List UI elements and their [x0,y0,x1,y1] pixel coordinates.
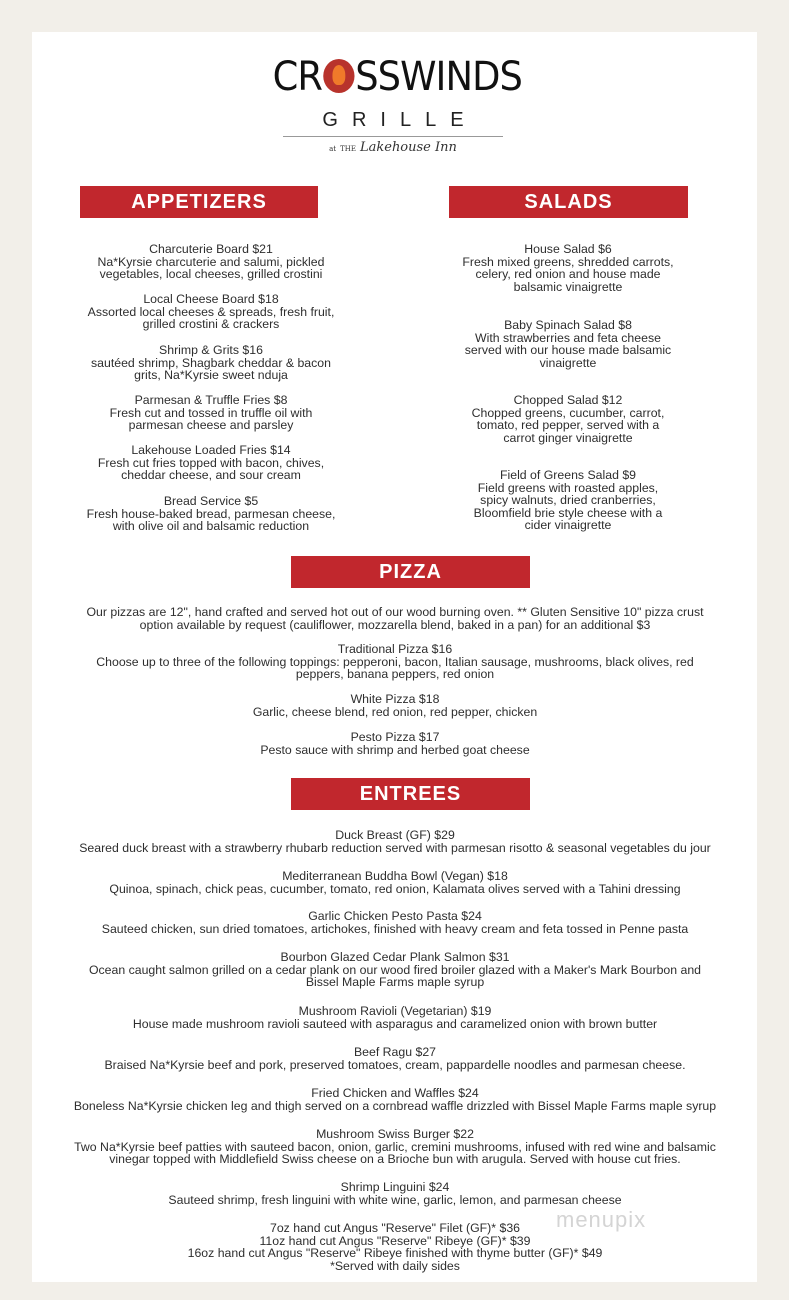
item-name: 7oz hand cut Angus "Reserve" Filet (GF)* $36 [269,1221,520,1235]
salads-header: SALADS [449,186,688,218]
logo-grille: GRILLE [322,109,478,131]
entrees-header: ENTREES [291,778,530,810]
pizza-header: PIZZA [291,556,530,588]
item-description: Pesto sauce with shrimp and herbed goat cheese [260,742,530,757]
logo-divider [283,136,503,137]
item-description: Quinoa, spinach, chick peas, cucumber, tomato, red onion, Kalamata olives served with a Tahini dressing [109,881,681,896]
item-name: Bourbon Glazed Cedar Plank Salmon $31 [280,950,510,964]
item-description: Assorted local cheeses & spreads, fresh fruit, [87,304,335,319]
item-description: Na*Kyrsie charcuterie and salumi, pickled [97,254,325,269]
item-description: 16oz hand cut Angus "Reserve" Ribeye finished with thyme butter (GF)* $49 [187,1246,603,1261]
entrees-menu-item [40,1046,750,1071]
item-description: With strawberries and feta cheese [475,330,661,345]
entrees-menu-item [40,910,750,935]
item-description: Fresh cut and tossed in truffle oil with [109,405,313,420]
item-description: Fresh house-baked bread, parmesan cheese, [86,506,336,521]
appetizers-menu-item [60,243,362,281]
item-name: Mushroom Ravioli (Vegetarian) $19 [298,1004,492,1018]
appetizers-menu-item [60,444,362,482]
item-name: Mediterranean Buddha Bowl (Vegan) $18 [282,869,508,883]
item-description: tomato, red pepper, served with a [476,418,660,433]
salads-menu-item [430,243,706,293]
item-description: Bloomfield brie style cheese with a [473,505,663,520]
item-description: Braised Na*Kyrsie beef and pork, preserved tomatoes, cream, pappardelle noodles and parmesan cheese. [104,1057,686,1072]
item-name: Bread Service $5 [163,494,259,508]
flame-icon [323,59,354,93]
item-description: vegetables, local cheeses, grilled crostini [99,267,323,282]
logo-crosswinds: CR SSWINDS [272,54,522,100]
item-description: Ocean caught salmon grilled on a cedar plank on our wood fired broiler glazed with a Maker's Mark Bourbon and [88,962,702,977]
intro-line: option available by request (cauliflower, mozzarella blend, baked in a pan) for an additional $3 [139,617,651,632]
logo-inn: Lakehouse Inn [359,140,457,155]
item-description: parmesan cheese and parsley [128,418,294,433]
item-description: balsamic vinaigrette [513,279,623,294]
item-name: Lakehouse Loaded Fries $14 [131,443,291,457]
entrees-menu-item [40,1005,750,1030]
item-description: peppers, banana peppers, red onion [295,667,495,682]
salads-menu-item [430,469,706,532]
item-description: Choose up to three of the following toppings: pepperoni, bacon, Italian sausage, mushrooms, black olives, red [96,654,694,669]
item-description: House made mushroom ravioli sauteed with asparagus and caramelized onion with brown butter [132,1016,658,1031]
item-name: Parmesan & Truffle Fries $8 [134,393,288,407]
item-description: Boneless Na*Kyrsie chicken leg and thigh served on a cornbread waffle drizzled with Bissel Maple Farms maple syrup [73,1098,717,1113]
item-description: sautéed shrimp, Shagbark cheddar & bacon [91,355,331,370]
item-name: Traditional Pizza $16 [337,642,453,656]
entrees-menu-item [40,951,750,989]
item-description: Sauteed chicken, sun dried tomatoes, artichokes, finished with heavy cream and feta tossed in Penne pasta [101,921,689,936]
item-name: Beef Ragu $27 [353,1045,437,1059]
item-name: Local Cheese Board $18 [143,292,279,306]
item-description: 11oz hand cut Angus "Reserve" Ribeye (GF)* $39 [259,1233,531,1248]
item-description: spicy walnuts, dried cranberries, [480,493,656,508]
item-name: Mushroom Swiss Burger $22 [316,1127,474,1141]
item-description: Field greens with roasted apples, [477,480,659,495]
appetizers-menu-item [60,293,362,331]
appetizers-header: APPETIZERS [80,186,318,218]
item-description: Sauteed shrimp, fresh linguini with white wine, garlic, lemon, and parmesan cheese [168,1192,622,1207]
item-description: cider vinaigrette [524,518,612,533]
menupix-watermark: menupix [556,1207,647,1232]
appetizers-menu-item [60,394,362,432]
item-description: Seared duck breast with a strawberry rhubarb reduction served with parmesan risotto & seasonal vegetables du jour [79,840,711,855]
item-name: Baby Spinach Salad $8 [504,318,632,332]
logo-the: THE [340,145,356,153]
item-description: Two Na*Kyrsie beef patties with sauteed bacon, onion, garlic, cremini mushrooms, infused with red wine and balsamic [74,1139,716,1154]
item-description: carrot ginger vinaigrette [503,430,633,445]
item-name: Fried Chicken and Waffles $24 [311,1086,479,1100]
item-description: *Served with daily sides [330,1258,460,1273]
item-name: Pesto Pizza $17 [350,730,440,744]
item-description: Fresh cut fries topped with bacon, chives, [97,455,325,470]
pizza-intro [40,606,750,631]
logo-at: at [329,145,337,153]
item-description: cheddar cheese, and sour cream [121,468,301,483]
entrees-menu-item [40,870,750,895]
item-description: grits, Na*Kyrsie sweet nduja [134,368,288,383]
item-name: Duck Breast (GF) $29 [335,828,455,842]
pizza-menu-item [40,643,750,681]
item-name: Chopped Salad $12 [513,393,623,407]
item-description: vinaigrette [539,355,597,370]
item-description: served with our house made balsamic [464,343,672,358]
item-description: Fresh mixed greens, shredded carrots, [462,254,674,269]
item-name: Shrimp Linguini $24 [340,1180,450,1194]
item-description: vinegar topped with Middlefield Swiss cheese on a Brioche bun with arugula. Served with house cut fries. [109,1152,681,1167]
logo-lakehouse [283,140,503,157]
item-name: House Salad $6 [524,242,612,256]
item-name: Shrimp & Grits $16 [159,343,263,357]
item-description: Garlic, cheese blend, red onion, red pepper, chicken [252,704,538,719]
item-description: grilled crostini & crackers [142,317,280,332]
item-name: White Pizza $18 [350,692,440,706]
item-description: celery, red onion and house made [475,267,661,282]
entrees-menu-item [40,829,750,854]
item-name: Field of Greens Salad $9 [499,468,637,482]
entrees-menu-item [40,1181,750,1206]
entrees-menu-item [40,1087,750,1112]
appetizers-menu-item [60,495,362,533]
pizza-menu-item [40,731,750,756]
item-description: with olive oil and balsamic reduction [112,519,310,534]
intro-line: Our pizzas are 12", hand crafted and served hot out of our wood burning oven. ** Gluten Sensitive 10" pizza crust [86,605,704,619]
salads-menu-item [430,394,706,444]
salads-menu-item [430,319,706,369]
item-description: Chopped greens, cucumber, carrot, [471,405,665,420]
entrees-menu-item [40,1128,750,1166]
item-description: Bissel Maple Farms maple syrup [305,975,485,990]
appetizers-menu-item [60,344,362,382]
item-name: Charcuterie Board $21 [149,242,273,256]
item-name: Garlic Chicken Pesto Pasta $24 [308,909,482,923]
pizza-menu-item [40,693,750,718]
